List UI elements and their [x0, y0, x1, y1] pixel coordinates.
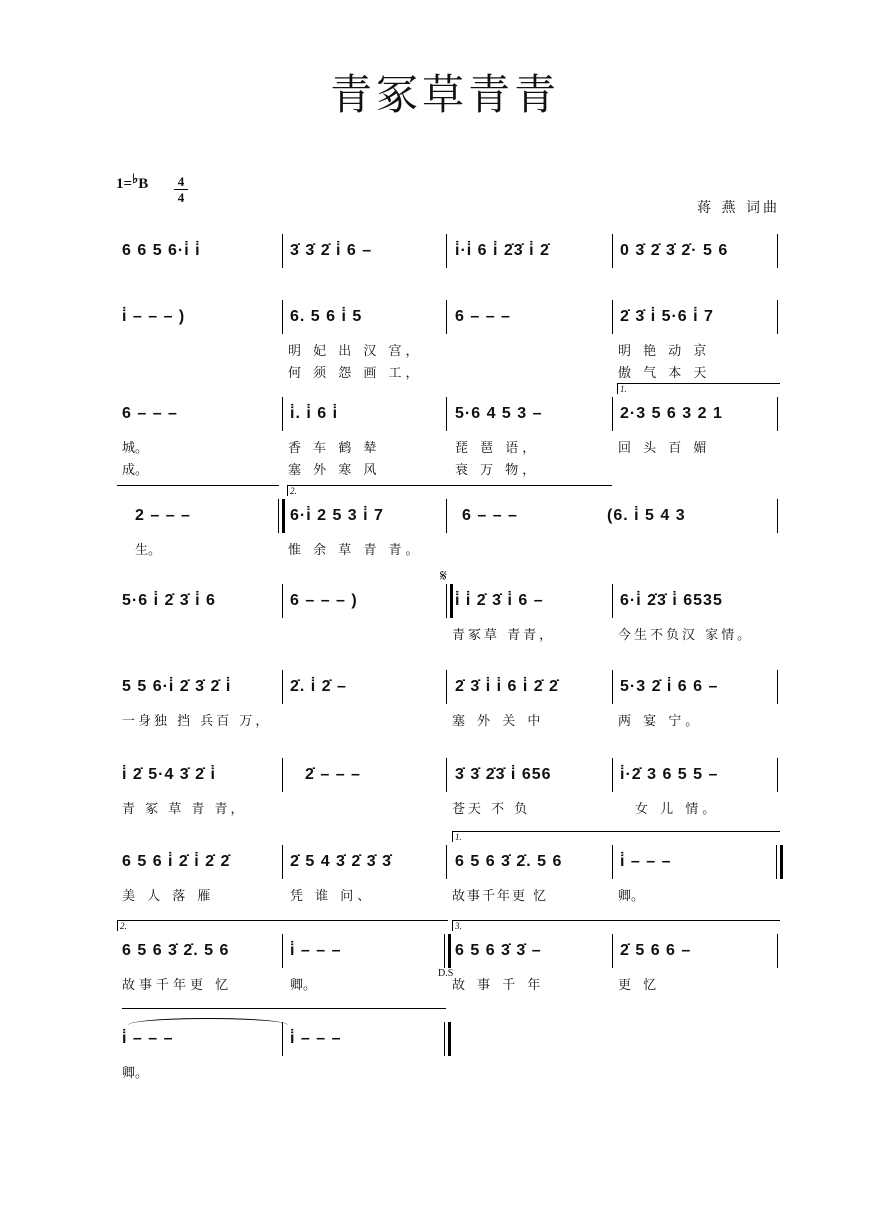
key-signature [116, 171, 149, 193]
barline [777, 300, 778, 334]
barline [446, 845, 447, 879]
lyric-verse1: 明 艳 动 京 [618, 344, 711, 359]
measure: 3̇ 3̇ 2̇3̇ i̇ 656 [455, 766, 552, 783]
lyric-verse2: 成。 [122, 463, 149, 478]
barline [282, 300, 283, 334]
lyric-verse1: 一身独 挡 兵百 万， [122, 714, 272, 729]
ds-marking: D.S [438, 968, 454, 979]
lyric-verse1: 生。 [135, 543, 162, 558]
barline [777, 234, 778, 268]
barline [612, 300, 613, 334]
measure: 2̇ – – – [305, 766, 361, 783]
measure: 6 – – – [462, 507, 518, 524]
measure: 5·6 4 5 3 – [455, 405, 543, 422]
measure: 6 – – – ) [290, 592, 358, 609]
barline [446, 397, 447, 431]
measure: 2̇. i̇ 2̇ – [290, 678, 347, 695]
repeat-barline [776, 845, 783, 879]
volta-3: 3. [452, 920, 780, 931]
lyric-verse1: 凭 谁 问、 [290, 889, 375, 904]
song-title: 青冢草青青 [329, 70, 560, 119]
barline [777, 499, 778, 533]
measure: 6 – – – [455, 308, 511, 325]
barline [446, 499, 447, 533]
segno-sign: 𝄋 [440, 566, 447, 585]
lyric-verse1: 青 冢 草 青 青， [122, 802, 247, 817]
barline [446, 758, 447, 792]
measure: 5 5 6·i̇ 2̇ 3̇ 2̇ i̇ [122, 678, 232, 695]
barline [282, 758, 283, 792]
lyric-verse1: 香 车 鹤 辇 [288, 441, 381, 456]
measure: i̇ 2̇ 5·4 3̇ 2̇ i̇ [122, 766, 216, 783]
lyric-verse1: 卿。 [290, 978, 317, 993]
barline [446, 234, 447, 268]
measure: i̇ i̇ 2̇ 3̇ i̇ 6 – [455, 592, 544, 609]
measure: 5·6 i̇ 2̇ 3̇ i̇ 6 [122, 592, 216, 609]
lyric-verse1: 故事千年更 忆 [452, 889, 549, 904]
measure: 6 5 6 3̇ 2̇. 5 6 [122, 942, 230, 959]
measure: 2̇ 5 6 6 – [620, 942, 692, 959]
barline [777, 758, 778, 792]
lyric-verse1: 琵 琶 语， [455, 441, 540, 456]
meter-top: 4 [177, 174, 185, 189]
measure: i̇ – – – [290, 942, 342, 959]
barline [282, 934, 283, 968]
lyric-verse1: 城。 [122, 441, 149, 456]
barline [612, 670, 613, 704]
measure: 6 5 6 3̇ 3̇ – [455, 942, 542, 959]
meter-bottom: 4 [174, 189, 188, 205]
barline [612, 584, 613, 618]
final-barline [444, 1022, 451, 1056]
barline [612, 845, 613, 879]
measure: 6 5 6 i̇ 2̇ i̇ 2̇ 2̇ [122, 853, 231, 870]
measure: 2̇ 3̇ i̇ i̇ 6 i̇ 2̇ 2̇ [455, 678, 559, 695]
measure: i̇·i̇ 6 i̇ 2̇3̇ i̇ 2̇ [455, 242, 550, 259]
measure: i̇ – – – ) [122, 308, 186, 325]
barline [612, 234, 613, 268]
lyric-verse1: 塞 外 关 中 [452, 714, 545, 729]
measure: 6·i̇ 2̇3̇ i̇ 6535 [620, 592, 723, 609]
barline [612, 397, 613, 431]
measure: 3̇ 3̇ 2̇ i̇ 6 – [290, 242, 373, 259]
lyric-verse2: 塞 外 寒 风 [288, 463, 381, 478]
volta-2: 2. [287, 485, 612, 496]
volta-2: 2. [117, 920, 448, 931]
barline [612, 758, 613, 792]
repeat-barline [446, 584, 453, 618]
lyric-verse1: 故事千年更 忆 [122, 978, 233, 993]
measure: 5·3 2̇ i̇ 6 6 – [620, 678, 719, 695]
slur [128, 1018, 288, 1025]
measure: 2·3 5 6 3 2 1 [620, 405, 723, 422]
barline [777, 670, 778, 704]
lyric-verse1: 惟 余 草 青 青。 [288, 543, 423, 558]
lyric-verse1: 两 宴 宁。 [618, 714, 703, 729]
lyric-verse1: 美 人 落 雁 [122, 889, 215, 904]
barline [282, 670, 283, 704]
barline [282, 397, 283, 431]
measure: 2 – – – [135, 507, 191, 524]
measure: i̇·2̇ 3 6 5 5 – [620, 766, 719, 783]
measure: i̇ – – – [290, 1030, 342, 1047]
measure: i̇ – – – [122, 1030, 174, 1047]
lyric-verse1: 女 儿 情。 [635, 802, 720, 817]
measure: i̇. i̇ 6 i̇ [290, 405, 339, 422]
lyric-verse1: 更 忆 [618, 978, 661, 993]
measure: 0 3̇ 2̇ 3̇ 2̇· 5 6 [620, 242, 729, 259]
lyric-verse1: 卿。 [122, 1066, 149, 1081]
volta-1: 1. [452, 831, 780, 842]
credit-line: 蒋 燕 词曲 [697, 200, 780, 216]
measure: 6 5 6 3̇ 2̇. 5 6 [455, 853, 563, 870]
barline [446, 300, 447, 334]
measure: 6·i̇ 2 5 3 i̇ 7 [290, 507, 384, 524]
volta-3-continued [122, 1008, 446, 1019]
measure: 2̇ 5 4 3̇ 2̇ 3̇ 3̇ [290, 853, 392, 870]
lyric-verse2: 衰 万 物， [455, 463, 540, 478]
lyric-verse1: 明 妃 出 汉 宫， [288, 344, 423, 359]
lyric-verse1: 苍天 不 负 [452, 802, 531, 817]
barline [777, 397, 778, 431]
barline [612, 934, 613, 968]
flat-sign: ♭ [132, 171, 139, 186]
repeat-barline [444, 934, 451, 968]
time-signature [174, 174, 188, 205]
volta-1: 1. [617, 383, 780, 394]
lyric-verse1: 卿。 [618, 889, 645, 904]
repeat-barline [278, 499, 285, 533]
measure: 2̇ 3̇ i̇ 5·6 i̇ 7 [620, 308, 714, 325]
lyric-verse1: 回 头 百 媚 [618, 441, 711, 456]
barline [282, 234, 283, 268]
barline [446, 670, 447, 704]
lyric-verse1: 青冢草 青青， [452, 628, 556, 643]
measure: i̇ – – – [620, 853, 672, 870]
key-note: B [138, 176, 149, 192]
lyric-verse2: 何 须 怨 画 工， [288, 366, 423, 381]
barline [282, 845, 283, 879]
lyric-verse1: 故 事 千 年 [452, 978, 545, 993]
barline [777, 934, 778, 968]
lyric-verse2: 傲 气 本 天 [618, 366, 711, 381]
measure: (6. i̇ 5 4 3 [607, 507, 686, 524]
measure: 6. 5 6 i̇ 5 [290, 308, 363, 325]
lyric-verse1: 今生不负汉 家情。 [618, 628, 754, 643]
barline [282, 584, 283, 618]
barline [282, 1022, 283, 1056]
volta-1-continued [117, 485, 279, 496]
measure: 6 – – – [122, 405, 178, 422]
key-prefix: 1= [116, 176, 133, 192]
measure: 6 6 5 6·i̇ i̇ [122, 242, 201, 259]
